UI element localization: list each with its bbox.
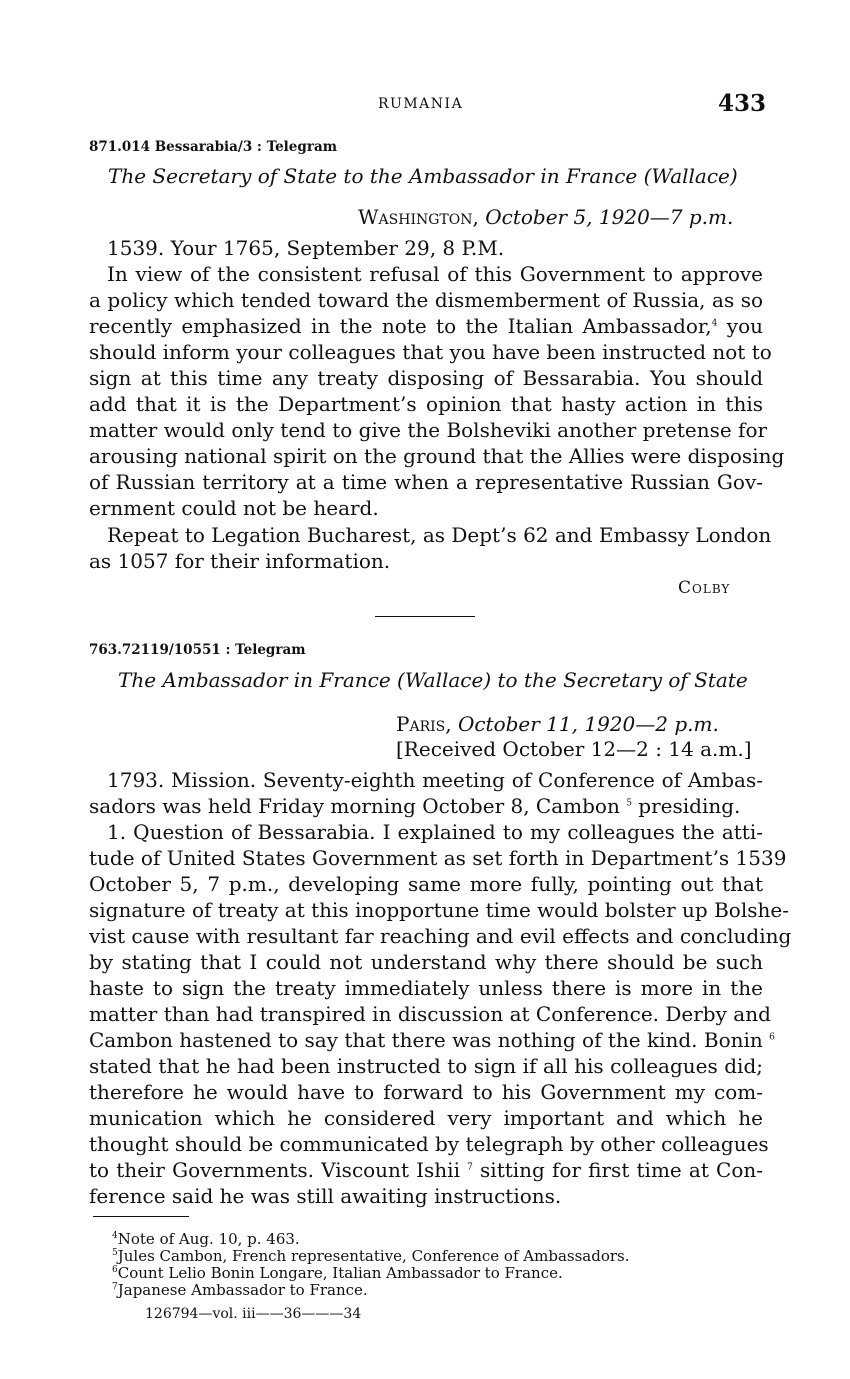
doc2-date: October 11, 1920—2 p.m.	[457, 712, 719, 736]
doc1-heading-name: (Wallace)	[643, 164, 738, 188]
footnote-ref-6: 6	[769, 1032, 775, 1043]
doc2-para1-line-2: sadors was held Friday morning October 8, Cambon $^5$ presiding.	[89, 794, 741, 818]
printer-line: 126794—vol. iii——36———34	[145, 1306, 362, 1322]
doc1-date: October 5, 1920—7 p.m.	[485, 205, 734, 229]
doc1-file-number: 871.014 Bessarabia/3 : Telegram	[89, 139, 337, 155]
doc2-file-number: 763.72119/10551 : Telegram	[89, 642, 306, 658]
doc1-para2-line-4: should inform your colleagues that you have been instructed not to	[89, 340, 772, 364]
doc2-para2-line-9: Cambon hastened to say that there was nothing of the kind. Bonin $^6$	[89, 1028, 775, 1052]
doc1-para2-line-1: In view of the consistent refusal of this Government to approve	[107, 262, 763, 286]
doc2-received: [Received October 12—2 : 14 a.m.]	[396, 737, 752, 761]
doc1-para2-line-9: of Russian territory at a time when a representative Russian Gov-	[89, 470, 763, 494]
doc2-para2-line-7: haste to sign the treaty immediately unless there is more in the	[89, 976, 763, 1000]
doc1-paragraph-1	[89, 235, 763, 261]
doc2-para2-line-8: matter than had transpired in discussion at Conference. Derby and	[89, 1002, 771, 1026]
doc1-para1-line: 1539. Your 1765, September 29, 8 P.M.	[107, 236, 505, 260]
footnote-divider	[93, 1216, 189, 1217]
doc1-para2-line-6: add that it is the Department’s opinion that hasty action in this	[89, 392, 763, 416]
doc2-para2-line-2: tude of United States Government as set forth in Department’s 1539	[89, 846, 787, 870]
doc1-para2-line-7: matter would only tend to give the Bolsheviki another pretense for	[89, 418, 768, 442]
footnote-6: $^6$Count Lelio Bonin Longare, Italian Ambassador to France.	[112, 1264, 563, 1282]
doc1-paragraph-3	[89, 522, 772, 574]
doc1-dateline	[358, 205, 733, 229]
doc2-para2-line-6: by stating that I could not understand why there should be such	[89, 950, 763, 974]
doc2-paragraph-1	[89, 767, 763, 819]
doc2-dateline	[396, 712, 719, 736]
doc2-paragraph-2	[89, 819, 792, 1209]
doc1-place: Washington,	[358, 205, 479, 229]
doc2-para2-line-4: signature of treaty at this inopportune time would bolster up Bolshe-	[89, 898, 789, 922]
doc2-para2-line-12: munication which he considered very important and which he	[89, 1106, 763, 1130]
section-divider	[375, 616, 475, 617]
doc1-para3-line-1: Repeat to Legation Bucharest, as Dept’s 62 and Embassy London	[107, 523, 772, 547]
doc1-heading	[108, 164, 738, 188]
doc2-heading-tail: to the Secretary of State	[497, 668, 748, 692]
page-number: 433	[718, 90, 767, 117]
doc2-para2-line-10: stated that he had been instructed to sign if all his colleagues did;	[89, 1054, 763, 1078]
footnote-5: $^5$Jules Cambon, French representative, Conference of Ambassadors.	[112, 1247, 630, 1265]
doc2-para2-line-13: thought should be communicated by telegraph by other colleagues	[89, 1132, 769, 1156]
doc2-heading-title: The Ambassador in France	[118, 668, 391, 692]
doc1-para2-line-2: a policy which tended toward the dismemberment of Russia, as so	[89, 288, 763, 312]
doc1-para3-line-2: as 1057 for their information.	[89, 549, 391, 573]
doc2-para2-line-5: vist cause with resultant far reaching and evil effects and concluding	[89, 924, 792, 948]
doc2-para1-line-1: 1793. Mission. Seventy-eighth meeting of Conference of Ambas-	[107, 768, 763, 792]
doc1-para2-line-8: arousing national spirit on the ground that the Allies were disposing	[89, 444, 785, 468]
doc2-para2-line-1: 1. Question of Bessarabia. I explained to my colleagues the atti-	[107, 820, 763, 844]
doc2-heading-name: (Wallace)	[397, 668, 492, 692]
running-title: RUMANIA	[378, 96, 464, 112]
footnote-ref-5: 5	[626, 798, 632, 809]
doc2-place: Paris,	[396, 712, 452, 736]
doc1-heading-title: The Secretary of State to the Ambassador in France	[108, 164, 638, 188]
footnote-4: $^4$Note of Aug. 10, p. 463.	[112, 1230, 300, 1248]
doc1-signature: Colby	[678, 578, 731, 598]
doc2-para2-line-15: ference said he was still awaiting instructions.	[89, 1184, 562, 1208]
doc1-paragraph-2	[89, 261, 785, 521]
doc1-para2-line-10: ernment could not be heard.	[89, 496, 379, 520]
doc1-para2-line-3: recently emphasized in the note to the Italian Ambassador,$^4$ you	[89, 314, 763, 338]
doc2-para2-line-14: to their Governments. Viscount Ishii $^7$ sitting for first time at Con-	[89, 1158, 763, 1182]
footnote-ref-7: 7	[467, 1162, 473, 1173]
doc2-para2-line-3: October 5, 7 p.m., developing same more fully, pointing out that	[89, 872, 763, 896]
footnote-7: $^7$Japanese Ambassador to France.	[112, 1281, 368, 1299]
doc1-para2-line-5: sign at this time any treaty disposing of Bessarabia. You should	[89, 366, 763, 390]
footnote-ref-4: 4	[711, 318, 718, 329]
doc2-heading	[118, 668, 748, 692]
doc2-para2-line-11: therefore he would have to forward to his Government my com-	[89, 1080, 763, 1104]
